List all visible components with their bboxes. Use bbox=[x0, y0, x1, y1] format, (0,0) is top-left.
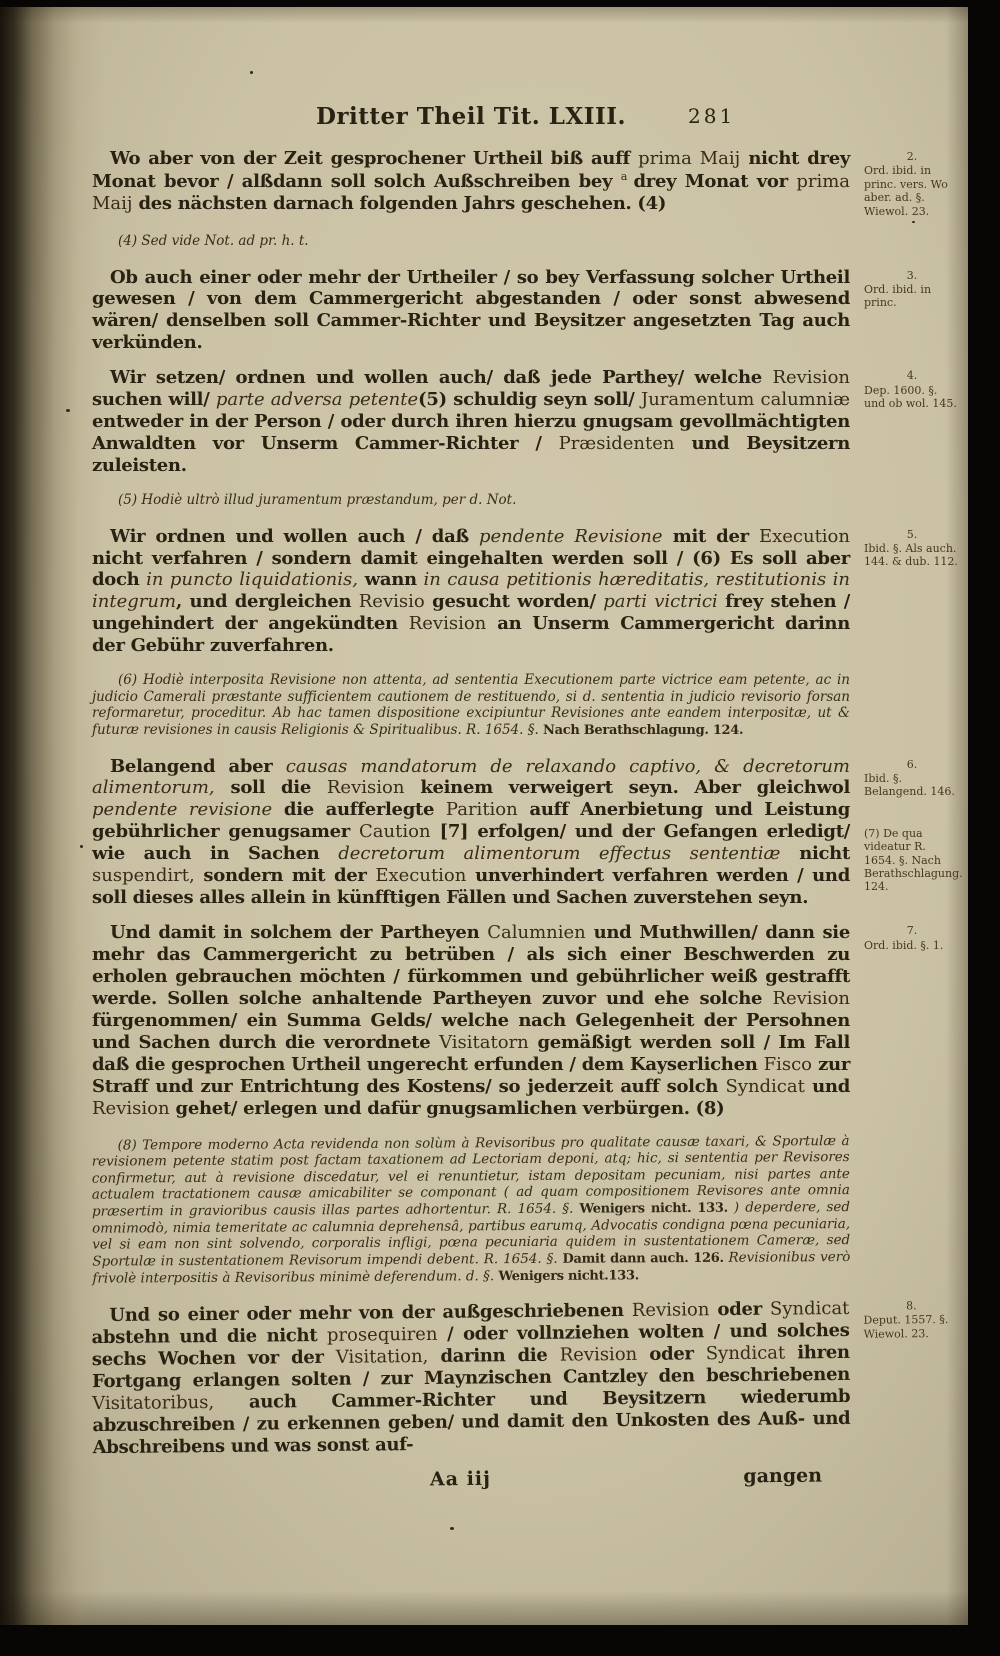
margin-note-text: Ord. ibid. in princ. vers. Wo aber. ad. §. Wiewol. 23. bbox=[864, 164, 948, 218]
margin-note-5 bbox=[864, 756, 960, 799]
paragraph-3: Wir setzen/ ordnen und wollen auch/ daß jede Parthey/ welche Revision suchen will/ parte adversa petente(5) schuldig seyn soll/ Juramentum calumniæ entweder in der Person / oder durch ihren hierzu gnugsam gevollmächtigten Anwaldten vor Unserm Cammer-Richter / Præsidenten und Beysitzern zuleisten. bbox=[92, 367, 851, 477]
margin-note-number: 2. bbox=[906, 150, 918, 163]
margin-note-7 bbox=[863, 1297, 960, 1452]
margin-note-5-group bbox=[864, 756, 963, 910]
paragraph-5: Belangend aber causas mandatorum de relaxando captivo, & decretorum alimentorum, soll die Revision keinem verweigert seyn. Aber gleichwol pendente revisione die aufferlegte Parition auff Anerbietung und Leistung gebührlicher genugsamer Caution [7] erfolgen/ und der Gefangen erledigt/ wie auch in Sachen decretorum alimentorum effectus sententiæ nicht suspendirt, sondern mit der Execution unverhindert verfahren werden / und soll dieses alles allein in künfftigen Fällen und Sachen zuverstehen seyn. bbox=[92, 755, 851, 909]
ink-speck bbox=[80, 845, 83, 848]
margin-note-spacer bbox=[864, 670, 960, 742]
paragraph-1: Wo aber von der Zeit gesprochener Urtheil biß auff prima Maij nicht drey Monat bevor / alßdann soll solch Außschreiben bey $^a$ drey Monat vor prima Maij des nächsten darnach folgenden Jahrs geschehen. (4) bbox=[92, 148, 851, 214]
margin-note-text: Dep. 1600. §. und ob wol. 145. bbox=[864, 383, 957, 411]
margin-note-text: Deput. 1557. §. Wiewol. 23. bbox=[863, 1313, 949, 1341]
paragraph-7: Und so einer oder mehr von der außgeschriebenen Revision oder Syndicat abstehn und die nicht prosequiren / oder vollnziehen wolten / und solches sechs Wochen vor der Visitation, darinn die Revision oder Syndicat ihren Fortgang erlangen solten / zur Maynzischen Cantzley den beschriebenen Visitatoribus, auch Cammer-Richter und Beysitzern wiederumb abzuschreiben / zu erkennen geben/ und damit den Unkosten des Auß- und Abschreibens und was sonst auf- bbox=[91, 1298, 851, 1459]
footnote-row-5 bbox=[92, 490, 960, 512]
footnote-8: (8) Tempore moderno Acta revidenda non solùm à Revisoribus pro qualitate causæ taxari, & Sportulæ à revisionem petente statim post factam taxationem ad Lectoriam deponi, atq; hic, si sententia per Revisores confirmetur, aut à revisione discedatur, vel ei renuntietur, istam depositam pecuniam, nisi partes ante actualem tractationem causæ amicabiliter se componant ( ad quam compositionem Revisores ante omnia præsertim in gravioribus causis illas partes adhortentur. R. 1654. §. Wenigers nicht. 133. ) deperdere, sed omnimodò, nimia temeritate ac calumnia deprehensâ, partibus earumq, Advocatis condigna pœna pecuniaria, vel si eam non sint solvendo, corporalis infligi, pœna pecuniaria quidem in sustentationem Cameræ, sed Sportulæ in sustentationem Revisorum impendi debent. R. 1654. §. Damit dann auch. 126. Revisionibus verò frivolè interpositis à Revisoribus minimè deferendum. d. §. Wenigers nicht.133. bbox=[91, 1132, 851, 1286]
ink-speck bbox=[450, 1527, 454, 1530]
margin-note-4 bbox=[864, 526, 960, 658]
margin-note-spacer bbox=[864, 231, 960, 253]
footnote-6: (6) Hodiè interposita Revisione non attenta, ad sententia Executionem parte victrice eam petente, ac in judicio Camerali præstante sufficientem cautionem de restituendo, si d. sententia in judicio revisorio forsan reformaretur, proceditur. Ab hac tamen dispositione excipiuntur Revisiones ante eandem interpositæ, ut & futuræ revisiones in causis Religionis & Spiritualibus. R. 1654. §. Nach Berathschlagung. 124. bbox=[92, 672, 850, 738]
paragraph-row-1 bbox=[92, 148, 960, 218]
margin-note-5b bbox=[864, 825, 963, 894]
margin-note-number: 6. bbox=[906, 757, 918, 771]
margin-note-number: 8. bbox=[906, 1299, 917, 1313]
paragraph-2: Ob auch einer oder mehr der Urtheiler / so bey Verfassung solcher Urtheil gewesen / von dem Cammergericht abgestanden / oder sonst abwesend wären/ denselben soll Cammer-Richter und Beysitzer angesetzten Tag auch verkünden. bbox=[92, 266, 850, 354]
paragraph-4: Wir ordnen und wollen auch / daß pendente Revisione mit der Execution nicht verfahren / sondern damit eingehalten werden soll / (6) Es soll aber doch in puncto liquidationis, wann in causa petitionis hæreditatis, restitutionis in integrum, und dergleichen Revisio gesucht worden/ parti victrici frey stehen / ungehindert der angekündten Revision an Unserm Cammergericht darinn der Gebühr zuverfahren. bbox=[92, 525, 850, 657]
margin-note-text: Ibid. §. Belangend. 146. bbox=[864, 771, 955, 799]
paragraph-row-7 bbox=[91, 1297, 960, 1459]
ink-speck bbox=[66, 409, 70, 412]
footnote-5: (5) Hodiè ultrò illud juramentum præstandum, per d. Not. bbox=[118, 492, 517, 509]
footnote-row-8 bbox=[92, 1130, 961, 1291]
paragraph-row-4 bbox=[92, 526, 960, 658]
margin-note-number: 3. bbox=[906, 268, 918, 282]
catchword: gangen bbox=[743, 1464, 823, 1488]
paragraph-row-2 bbox=[92, 267, 960, 355]
margin-note-text: Ord. ibid. in princ. bbox=[864, 282, 932, 310]
margin-note-2 bbox=[864, 267, 960, 355]
paragraph-row-3 bbox=[92, 367, 960, 477]
paragraph-row-6 bbox=[92, 922, 960, 1120]
margin-note-number: 5. bbox=[906, 527, 918, 541]
footnote-row-6 bbox=[92, 670, 960, 742]
paragraph-6: Und damit in solchem der Partheyen Calumnien und Muthwillen/ dann sie mehr das Cammergericht zu betrüben / als sich einer Beschwerden zu erholen gebrauchen möchten / fürkommen und gebührlicher weiß gestrafft werde. Sollen solche anhaltende Partheyen zuvor und ehe solche Revision fürgenommen/ ein Summa Gelds/ welche nach Gelegenheit der Persohnen und Sachen durch die verordnete Visitatorn gemäßigt werden soll / Im Fall daß die gesprochen Urtheil ungerecht erfunden / dem Kayserlichen Fisco zur Straff und zur Entrichtung des Kostens/ so jederzeit auff solch Syndicat und Revision gehet/ erlegen und dafür gnugsamlichen verbürgen. (8) bbox=[92, 922, 850, 1119]
page-title: Dritter Theil Tit. LXIII. bbox=[315, 103, 627, 130]
margin-note-number: 4. bbox=[906, 369, 918, 383]
footnote-4: (4) Sed vide Not. ad pr. h. t. bbox=[118, 233, 309, 250]
margin-note-text: Ord. ibid. §. 1. bbox=[864, 938, 944, 952]
margin-note-number: 7. bbox=[906, 924, 918, 938]
margin-note-6 bbox=[864, 922, 960, 1120]
margin-note-text: Ibid. §. Als auch. 144. & dub. 112. bbox=[864, 541, 958, 569]
paragraph-row-5 bbox=[92, 755, 963, 910]
ink-speck bbox=[250, 71, 253, 74]
signature-mark: Aa iij bbox=[429, 1467, 492, 1491]
book-page-scan bbox=[0, 7, 968, 1625]
page-content bbox=[91, 103, 963, 1494]
running-head bbox=[92, 103, 960, 130]
margin-note-spacer bbox=[864, 490, 960, 512]
margin-note-1 bbox=[864, 148, 960, 218]
footnote-row-4 bbox=[92, 231, 960, 253]
margin-note-spacer bbox=[864, 1130, 961, 1286]
margin-note-3 bbox=[864, 367, 960, 477]
ink-speck bbox=[912, 221, 915, 223]
page-footer bbox=[92, 1464, 850, 1497]
margin-note-text: (7) De qua videatur R. 1654. §. Nach Berathschlagung. 124. bbox=[864, 826, 963, 894]
page-number: 281 bbox=[688, 104, 736, 128]
